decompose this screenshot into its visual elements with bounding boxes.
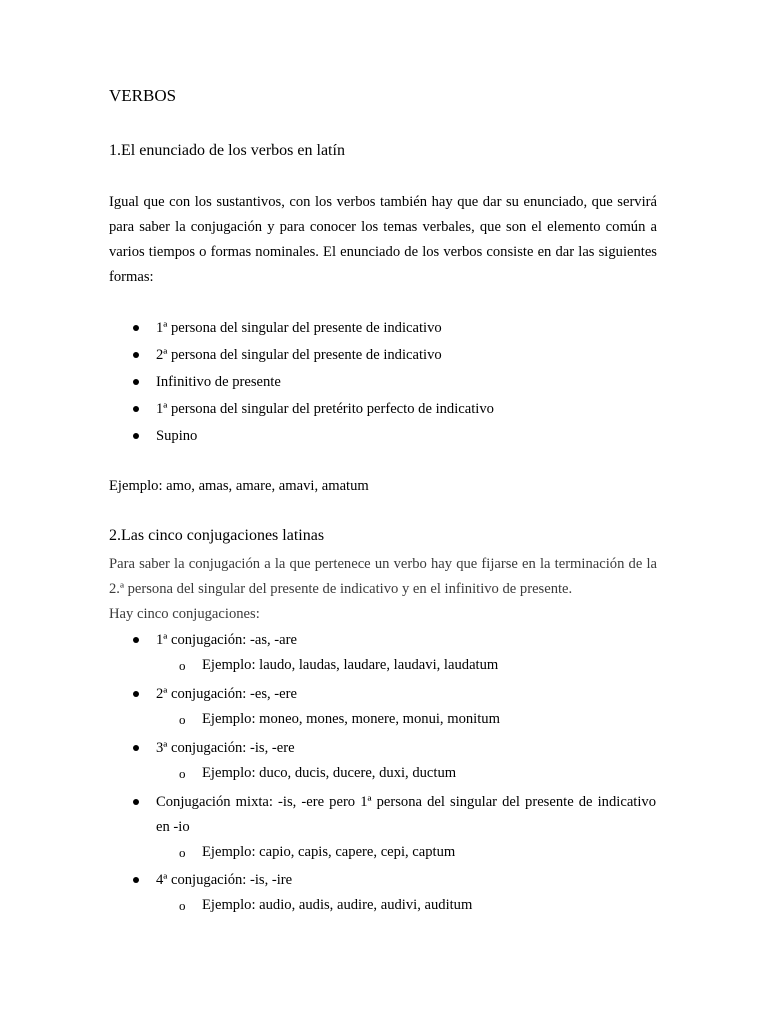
section-1-example: Ejemplo: amo, amas, amare, amavi, amatum <box>109 478 369 494</box>
bullet-icon <box>133 325 139 331</box>
section-2-intro: Hay cinco conjugaciones: <box>109 606 260 622</box>
conjugation-item: 2ª conjugación: -es, -ere <box>156 686 297 702</box>
section-1-paragraph: Igual que con los sustantivos, con los verbos también hay que dar su enunciado, que servirá para saber la conjugación y para conocer los temas verbales, que son el elemento común a varios tiempos o formas nominales. El enunciado de los verbos consiste en dar las siguientes formas: <box>109 194 657 285</box>
sub-bullet-icon: o <box>179 658 186 673</box>
conjugation-example: Ejemplo: audio, audis, audire, audivi, auditum <box>202 897 473 913</box>
list-item: Supino <box>156 428 198 444</box>
section-1-heading: 1.El enunciado de los verbos en latín <box>109 142 345 159</box>
sub-bullet-icon: o <box>179 766 186 781</box>
list-item: Infinitivo de presente <box>156 374 281 390</box>
bullet-icon <box>133 352 139 358</box>
bullet-icon <box>133 637 139 643</box>
conjugation-item: Conjugación mixta: -is, -ere pero 1ª persona del singular del presente de indicativo en -io <box>156 794 656 835</box>
document-title: VERBOS <box>109 86 177 105</box>
conjugation-example: Ejemplo: laudo, laudas, laudare, laudavi, laudatum <box>202 657 499 673</box>
conjugation-item: 1ª conjugación: -as, -are <box>156 632 297 648</box>
list-item: 1ª persona del singular del presente de indicativo <box>156 320 442 336</box>
section-2-heading: 2.Las cinco conjugaciones latinas <box>109 527 325 544</box>
bullet-icon <box>133 799 139 805</box>
bullet-icon <box>133 691 139 697</box>
conjugation-item: 4ª conjugación: -is, -ire <box>156 872 293 888</box>
conjugation-item: 3ª conjugación: -is, -ere <box>156 740 295 756</box>
list-item: 2ª persona del singular del presente de indicativo <box>156 347 442 363</box>
conjugation-example: Ejemplo: capio, capis, capere, cepi, captum <box>202 844 456 860</box>
bullet-icon <box>133 745 139 751</box>
bullet-icon <box>133 379 139 385</box>
bullet-icon <box>133 433 139 439</box>
list-item: 1ª persona del singular del pretérito perfecto de indicativo <box>156 401 494 417</box>
sub-bullet-icon: o <box>179 845 186 860</box>
conjugation-example: Ejemplo: moneo, mones, monere, monui, monitum <box>202 711 500 727</box>
conjugation-example: Ejemplo: duco, ducis, ducere, duxi, ductum <box>202 765 457 781</box>
sub-bullet-icon: o <box>179 898 186 913</box>
section-2-paragraph: Para saber la conjugación a la que pertenece un verbo hay que fijarse en la terminación de la 2.ª persona del singular del presente de indicativo y en el infinitivo de presente. <box>109 556 657 597</box>
bullet-icon <box>133 406 139 412</box>
sub-bullet-icon: o <box>179 712 186 727</box>
bullet-icon <box>133 877 139 883</box>
